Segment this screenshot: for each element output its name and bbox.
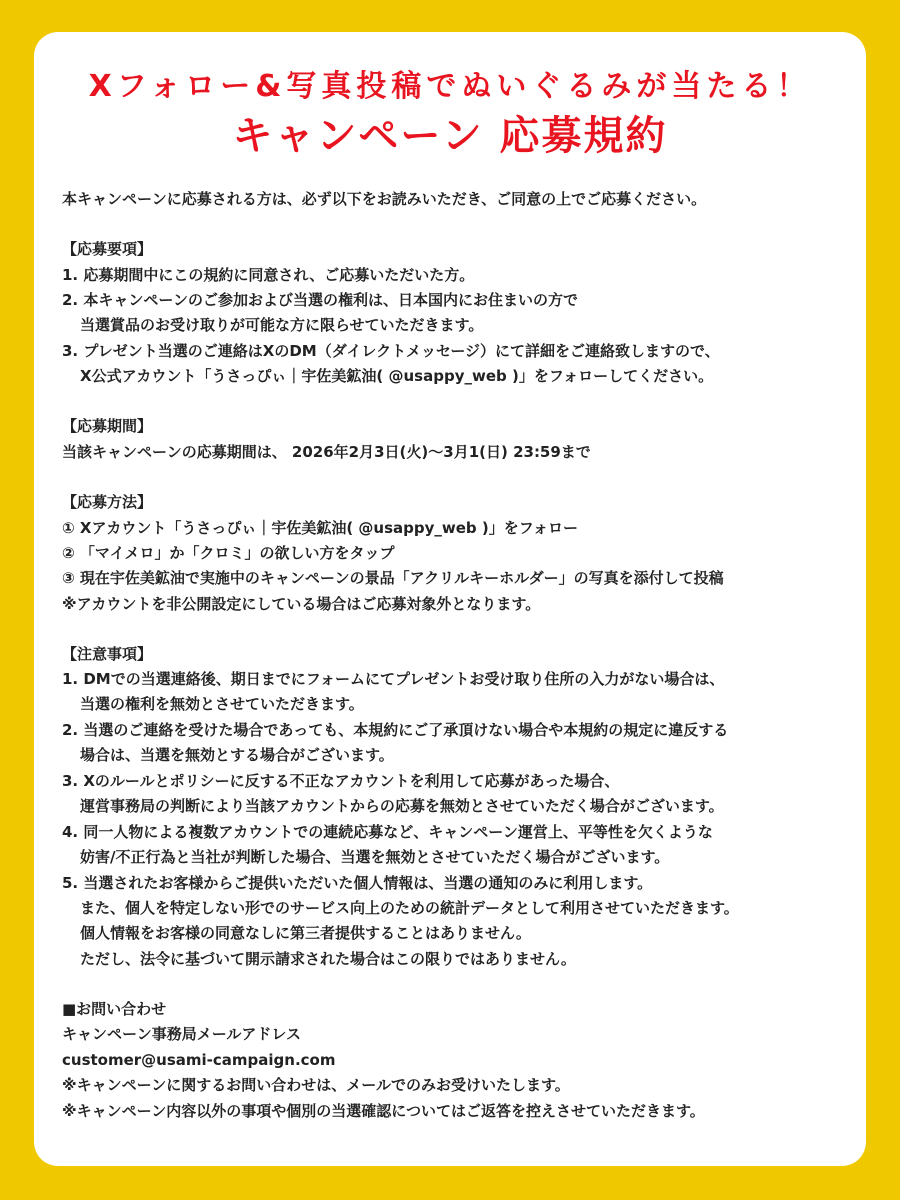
contact-note: ※キャンペーンに関するお問い合わせは、メールでのみお受けいたします。 xyxy=(62,1076,570,1094)
notes-item: 運営事務局の判断により当該アカウントからの応募を無効とさせていただく場合がございます。 xyxy=(80,797,724,815)
notes-item: 1. DMでの当選連絡後、期日までにフォームにてプレゼントお受け取り住所の入力がない場合は、 xyxy=(62,670,725,688)
notes-item: 3. Xのルールとポリシーに反する不正なアカウントを利用して応募があった場合、 xyxy=(62,772,620,790)
title-line-1: Xフォロー&写真投稿でぬいぐるみが当たる！ xyxy=(88,69,812,104)
notes-item: 2. 当選のご連絡を受けた場合であっても、本規約にご了承頂けない場合や本規約の規定に違反する xyxy=(62,721,729,739)
contact-email: customer@usami-campaign.com xyxy=(62,1051,336,1069)
method-heading: 【応募方法】 xyxy=(62,493,153,511)
notes-item: 妨害/不正行為と当社が判断した場合、当選を無効とさせていただく場合がございます。 xyxy=(80,848,670,866)
title-line-2: キャンペーン 応募規約 xyxy=(232,113,668,159)
requirements-item: 1. 応募期間中にこの規約に同意され、ご応募いただいた方。 xyxy=(62,266,475,284)
method-item: ③ 現在宇佐美鉱油で実施中のキャンペーンの景品「アクリルキーホルダー」の写真を添付して投稿 xyxy=(62,569,724,587)
requirements-item: X公式アカウント「うさっぴぃ｜宇佐美鉱油( @usappy_web )」をフォローしてください。 xyxy=(80,367,714,385)
contact-heading: ■お問い合わせ xyxy=(62,1000,167,1018)
notes-item: 5. 当選されたお客様からご提供いただいた個人情報は、当選の通知のみに利用します。 xyxy=(62,874,653,892)
intro-text: 本キャンペーンに応募される方は、必ず以下をお読みいただき、ご同意の上でご応募ください。 xyxy=(62,190,707,208)
period-heading: 【応募期間】 xyxy=(62,417,153,435)
notes-item: 個人情報をお客様の同意なしに第三者提供することはありません。 xyxy=(80,924,531,942)
notes-heading: 【注意事項】 xyxy=(62,645,153,663)
notes-item: ただし、法令に基づいて開示請求された場合はこの限りではありません。 xyxy=(80,950,576,968)
method-item: ② 「マイメロ」か「クロミ」の欲しい方をタップ xyxy=(62,544,395,562)
period-text: 当該キャンペーンの応募期間は、 2026年2月3日(火)〜3月1(日) 23:59まで xyxy=(62,443,591,461)
requirements-item: 2. 本キャンペーンのご参加および当選の権利は、日本国内にお住まいの方で xyxy=(62,291,579,309)
requirements-item: 3. プレゼント当選のご連絡はXのDM（ダイレクトメッセージ）にて詳細をご連絡致しますので、 xyxy=(62,342,720,360)
requirements-item: 当選賞品のお受け取りが可能な方に限らせていただきます。 xyxy=(80,316,484,334)
contact-note: ※キャンペーン内容以外の事項や個別の当選確認についてはご返答を控えさせていただきます。 xyxy=(62,1102,705,1120)
notes-item: 4. 同一人物による複数アカウントでの連続応募など、キャンペーン運営上、平等性を欠くような xyxy=(62,823,713,841)
contact-label: キャンペーン事務局メールアドレス xyxy=(62,1025,301,1043)
notes-item: 場合は、当選を無効とする場合がございます。 xyxy=(80,746,394,764)
method-item: ① Xアカウント「うさっぴぃ｜宇佐美鉱油( @usappy_web )」をフォロー xyxy=(62,519,578,537)
notes-item: 当選の権利を無効とさせていただきます。 xyxy=(80,695,364,713)
method-note: ※アカウントを非公開設定にしている場合はご応募対象外となります。 xyxy=(62,595,541,613)
requirements-heading: 【応募要項】 xyxy=(62,240,153,258)
notes-item: また、個人を特定しない形でのサービス向上のための統計データとして利用させていただきます。 xyxy=(80,899,739,917)
